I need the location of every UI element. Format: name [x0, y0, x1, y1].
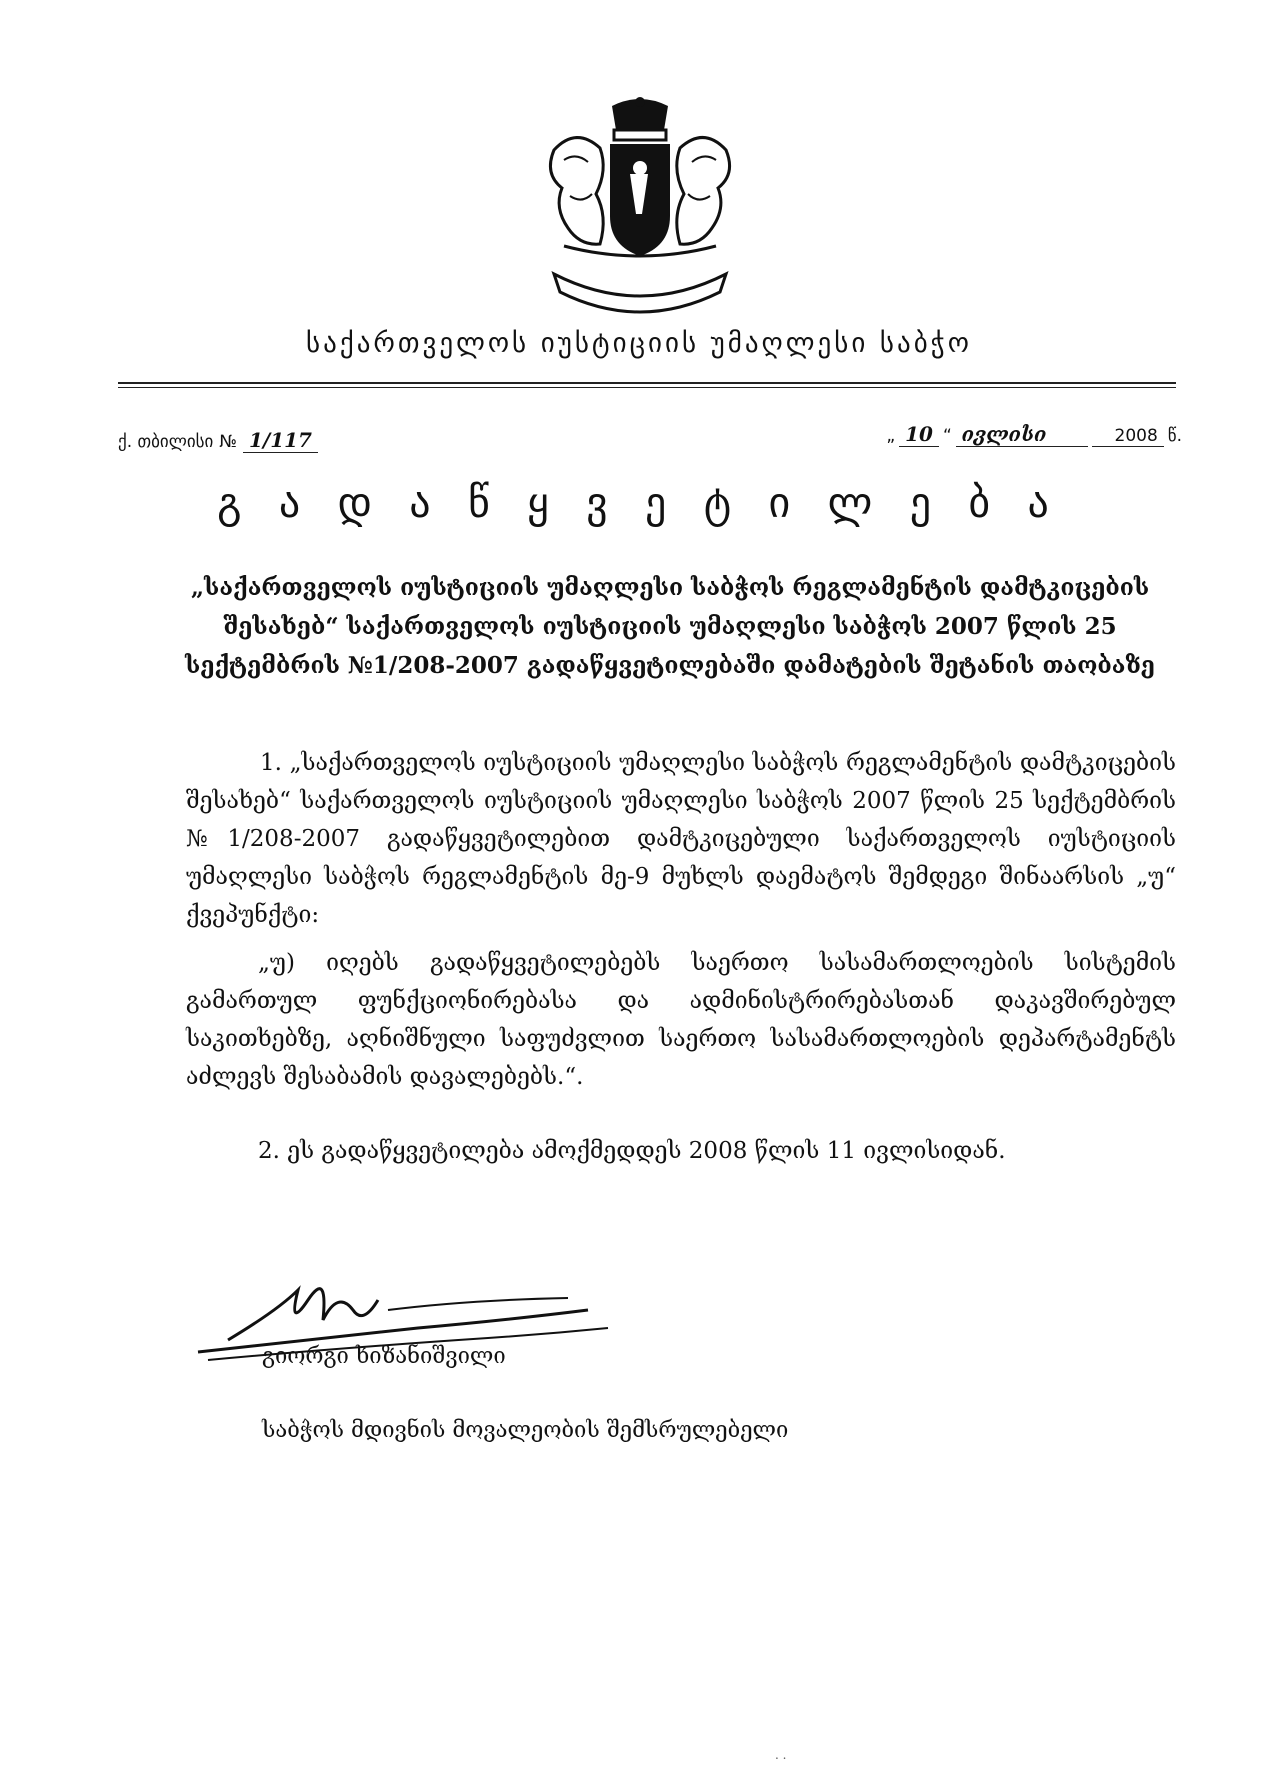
document-date: „ 10 “ ივლისი 2008 წ.: [886, 422, 1182, 446]
paragraph-point-2: 2. ეს გადაწყვეტილება ამოქმედდეს 2008 წლის 11 ივლისიდან.: [258, 1138, 1006, 1164]
signer-role: საბჭოს მდივნის მოვალეობის შემსრულებელი: [262, 1418, 789, 1443]
signer-name: გიორგი ხიზანიშვილი: [262, 1344, 506, 1369]
date-day: 10: [899, 422, 939, 447]
date-month: ივლისი: [956, 422, 1088, 447]
number-label: №: [219, 432, 237, 452]
georgia-coat-of-arms-icon: [534, 96, 746, 318]
document-place-number: [118, 428, 318, 453]
document-type-heading: გ ა დ ა წ ყ ვ ე ტ ი ლ ე ბ ა: [217, 478, 1061, 527]
date-year: 2008: [1092, 426, 1164, 447]
date-year-suffix: წ.: [1167, 426, 1182, 446]
footer-mark: . .: [775, 1748, 787, 1762]
institution-title: საქართველოს იუსტიციის უმაღლესი საბჭო: [306, 328, 972, 359]
document-number: 1/117: [243, 428, 318, 453]
place-label: ქ. თბილისი: [118, 432, 214, 452]
paragraph-quote: „უ) იღებს გადაწყვეტილებებს საერთო სასამართლოების სისტემის გამართულ ფუნქციონირებასა და ადმინისტრირებასთან დაკავშირებულ საკითხებზე, აღნიშნული საფუძვლით საერთო სასამართლოების დეპარტამენტს აძლევს შესაბამის დავალებებს.“.: [186, 950, 1176, 1090]
header-divider: [118, 382, 1176, 388]
document-subject: „საქართველოს იუსტიციის უმაღლესი საბჭოს რეგლამენტის დამტკიცების შესახებ“ საქართველოს იუსტიციის უმაღლესი საბჭოს 2007 წლის 25 სექტემბრის №1/208-2007 გადაწყვეტილებაში დამატების შეტანის თაობაზე: [185, 574, 1155, 679]
paragraph-point-1: 1. „საქართველოს იუსტიციის უმაღლესი საბჭოს რეგლამენტის დამტკიცების შესახებ“ საქართველოს იუსტიციის უმაღლესი საბჭოს 2007 წლის 25 სექტემბრის №1/208-2007 გადაწყვეტილებით დამტკიცებული საქართველოს იუსტიციის უმაღლესი საბჭოს რეგლამენტის მე-9 მუხლს დაემატოს შემდეგი შინაარსის „უ“ ქვეპუნქტი:: [186, 750, 1176, 928]
